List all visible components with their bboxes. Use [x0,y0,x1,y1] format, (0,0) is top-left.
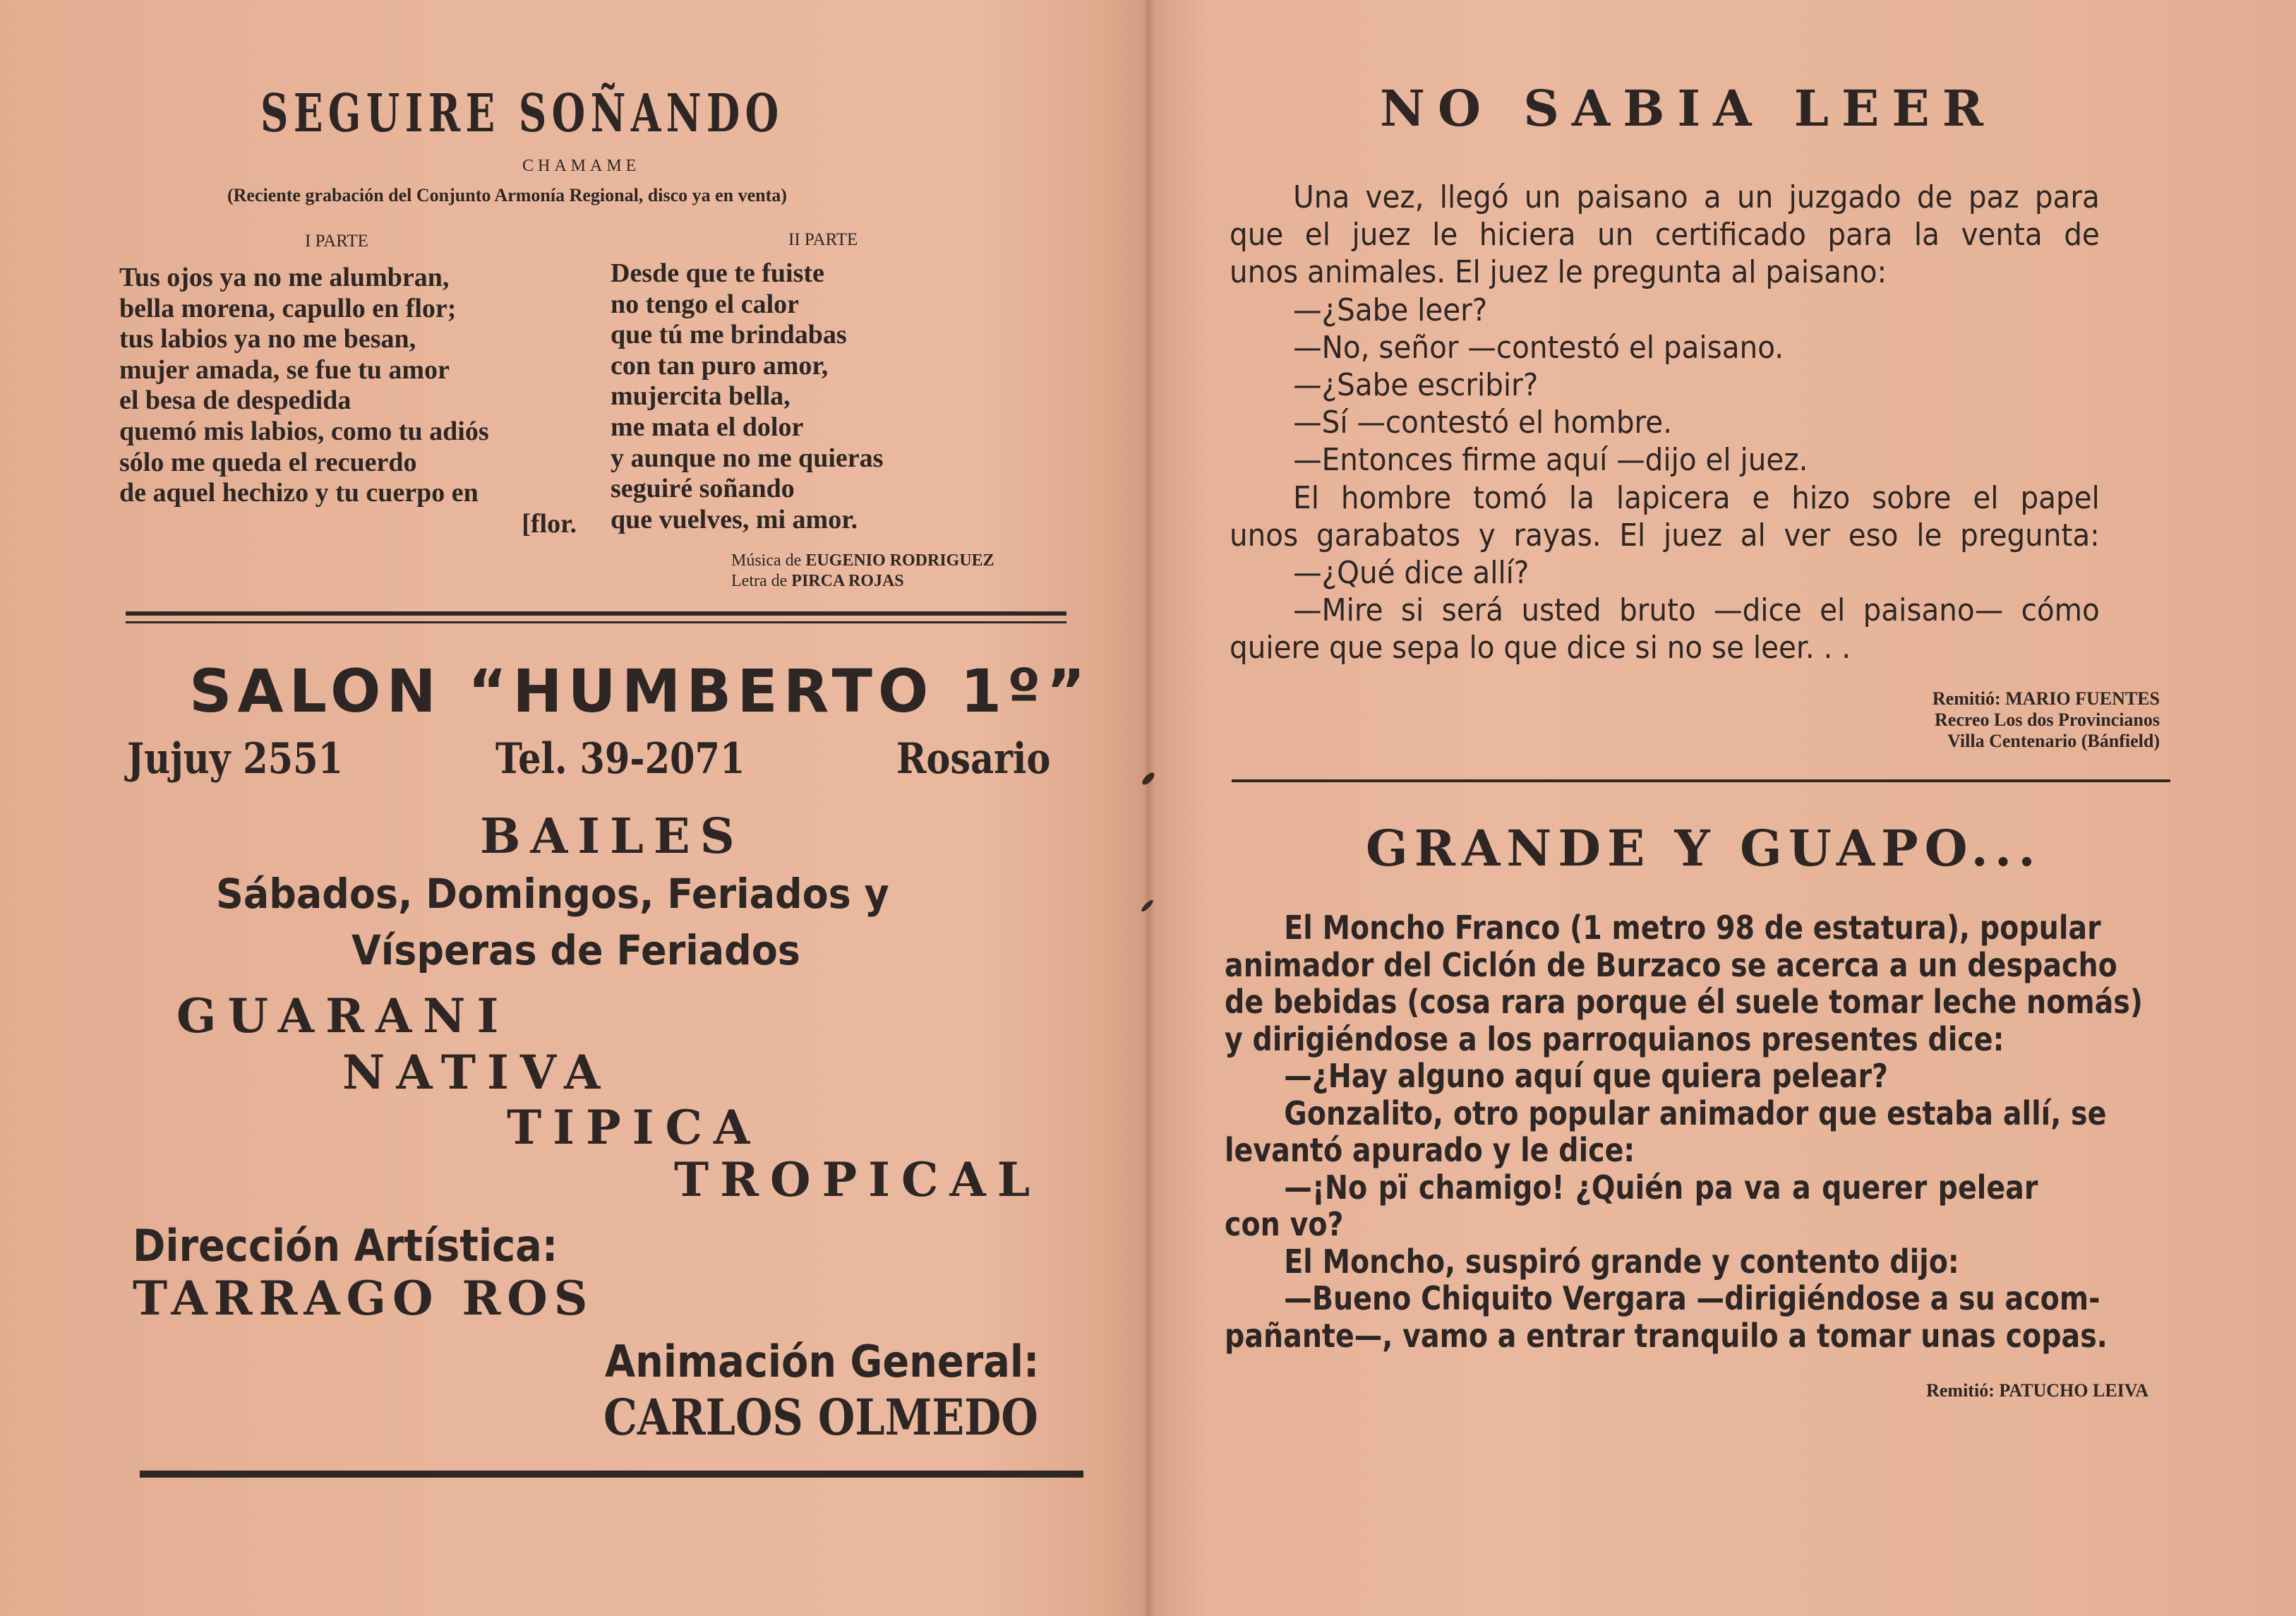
story-line: quiere que sepa lo que dice si no se leer. . . [1230,630,1851,666]
lyric-line: que vuelves, mi amor. [611,504,858,534]
story-body [1230,179,2100,667]
part-two-label: II PARTE [788,230,858,249]
story-line: —¿Qué dice allí? [1293,555,1529,592]
story-line: unos animales. El juez le pregunta al paisano: [1230,254,1887,291]
ad-genre: NATIVA [342,1045,612,1100]
story-line: —¿Sabe escribir? [1293,367,1539,404]
ad-days-line: Vísperas de Feriados [351,926,800,974]
story-line: El Moncho Franco (1 metro 98 de estatura), popular [1284,909,2101,947]
song-genre: CHAMAME [522,157,641,175]
ad-phone: Tel. 39-2071 [495,734,745,784]
lyric-line: el besa de despedida [119,385,351,416]
direction-label: Dirección Artística: [133,1220,558,1271]
lyric-line: de aquel hechizo y tu cuerpo en [119,478,479,508]
animation-label: Animación General: [605,1336,1040,1387]
music-label: Música de [731,551,802,570]
story-line: Una vez, llegó un paisano a un juzgado de paz para [1293,179,2100,215]
section-divider [1232,779,2170,782]
story-line: levantó apurado y le dice: [1225,1131,1635,1169]
story-line: —No, señor —contestó el paisano. [1293,329,1784,366]
song-subtitle: (Reciente grabación del Conjunto Armonía Regional, disco ya en venta) [227,185,787,205]
ad-headline: BAILES [480,808,745,865]
lyric-line: seguiré soñando [611,474,795,504]
lyric-line: y aunque no me quieras [611,443,884,473]
story-line: —Bueno Chiquito Vergara —dirigiéndose a su acom- [1284,1279,2100,1317]
story-line: que el juez le hiciera un certificado para la venta de [1230,217,2100,253]
song-credits [731,551,994,592]
story-line: Gonzalito, otro popular animador que estaba allí, se [1284,1094,2107,1132]
story-title: GRANDE Y GUAPO... [1366,819,2042,878]
story-line: —Mire si será usted bruto —dice el paisano— cómo [1293,592,2100,629]
part-one-lyrics [119,263,577,539]
part-one-label: I PARTE [305,232,368,251]
part-two-lyrics [611,258,883,535]
ad-days-line: Sábados, Domingos, Feriados y [216,870,889,918]
song-title: SEGUIRE SOÑANDO [260,83,784,144]
lyric-line: me mata el dolor [611,412,804,442]
lyric-line: Tus ojos ya no me alumbran, [119,263,450,292]
lyric-line: tus labios ya no me besan, [119,324,416,354]
story-line: —Sí —contestó el hombre. [1293,405,1673,441]
story-line: —¿Sabe leer? [1293,292,1488,328]
story-line: animador del Ciclón de Burzaco se acerca a un despacho [1225,945,2117,984]
story-body [1225,909,2143,1355]
lyric-line: con tan puro amor, [611,350,829,381]
music-author: EUGENIO RODRIGUEZ [805,551,994,570]
story-line: El hombre tomó la lapicera e hizo sobre el papel [1293,479,2100,516]
story-line: El Moncho, suspiró grande y contento dijo: [1284,1242,1959,1281]
lyric-line: sólo me queda el recuerdo [119,447,417,477]
animation-name: CARLOS OLMEDO [603,1388,1038,1447]
story-line: —¿Hay alguno aquí que quiera pelear? [1284,1057,1888,1095]
lyric-line: mujercita bella, [611,381,791,412]
ad-genre: TIPICA [507,1100,762,1155]
lyric-line: Desde que te fuiste [611,258,824,288]
lyrics-author: PIRCA ROJAS [791,572,904,590]
lyric-line: no tengo el calor [611,289,800,319]
direction-name: TARRAGO ROS [133,1271,594,1326]
story-line: —Entonces firme aquí —dijo el juez. [1293,442,1808,479]
story-contributor: Remitió: PATUCHO LEIVA [1926,1380,2148,1401]
lyric-line: quemó mis labios, como tu adiós [119,416,489,446]
story-line: y dirigiéndose a los parroquianos presentes dice: [1225,1019,2005,1058]
lyric-line: [flor. [522,508,577,539]
story-title: NO SABIA LEER [1380,79,1996,138]
lyric-line: que tú me brindabas [611,320,847,350]
lyric-line: mujer amada, se fue tu amor [119,354,450,385]
ad-genre: TROPICAL [674,1152,1042,1207]
story-line: pañante—, vamo a entrar tranquilo a tomar unas copas. [1225,1316,2108,1355]
bottom-divider [140,1471,1083,1478]
book-gutter [1143,0,1155,1616]
contributor-line: Recreo Los dos Provincianos [1935,710,2160,730]
story-line: unos garabatos y rayas. El juez al ver eso le pregunta: [1230,517,2100,553]
contributor-line: Remitió: MARIO FUENTES [1932,688,2160,709]
ad-genre: GUARANI [176,988,510,1043]
ad-city: Rosario [896,734,1051,784]
contributor-line: Villa Centenario (Bánfield) [1947,731,2160,751]
ad-title: SALON “HUMBERTO 1º” [189,657,1091,726]
ad-address: Jujuy 2551 [127,734,344,784]
section-divider [126,611,1066,623]
story-line: de bebidas (cosa rara porque él suele tomar leche nomás) [1225,983,2143,1021]
story-line: con vo? [1225,1205,1344,1243]
lyrics-label: Letra de [731,572,788,590]
lyric-line: bella morena, capullo en flor; [119,293,457,323]
story-contributor [1821,688,2160,752]
story-line: —¡No pï chamigo! ¿Quién pa va a querer pelear [1284,1168,2038,1207]
